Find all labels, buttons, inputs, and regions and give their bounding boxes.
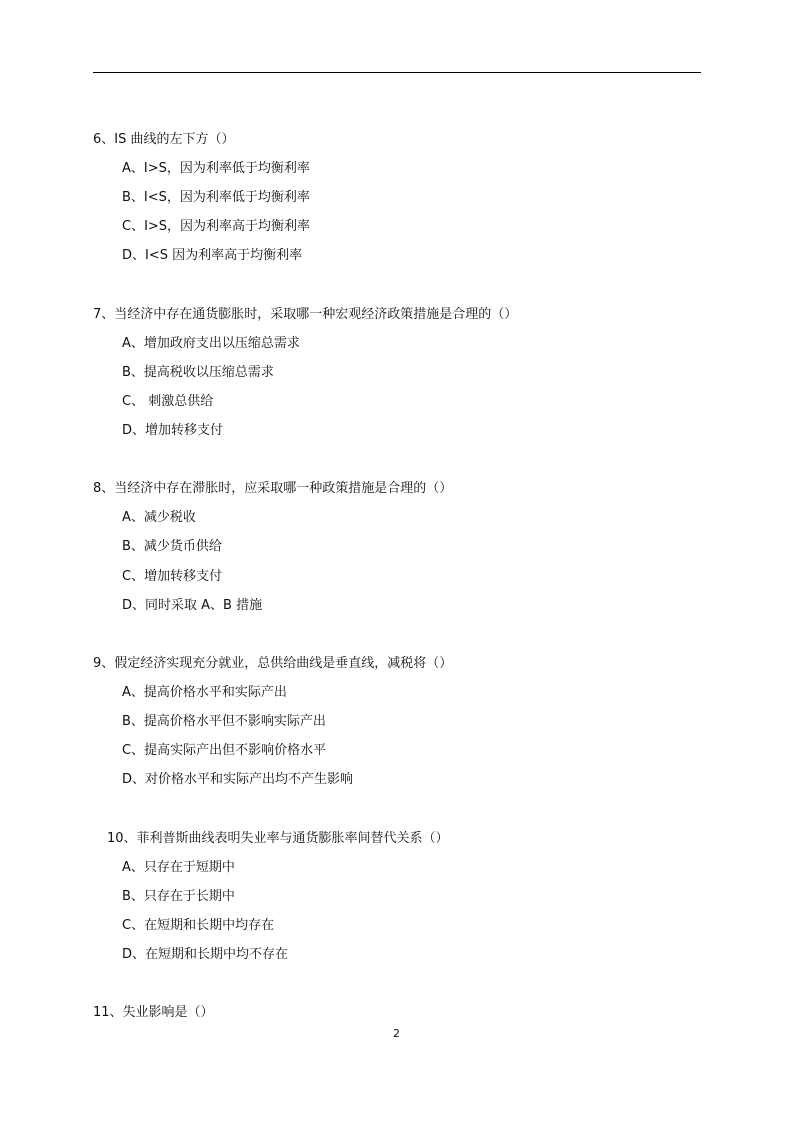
question-10-option-c: C、在短期和长期中均存在 bbox=[122, 918, 275, 933]
question-6-option-d: D、I<S 因为利率高于均衡利率 bbox=[122, 248, 303, 263]
question-6-option-b: B、I<S，因为利率低于均衡利率 bbox=[122, 190, 310, 205]
question-9-option-b: B、提高价格水平但不影响实际产出 bbox=[122, 714, 326, 729]
question-7-option-c: C、 刺激总供给 bbox=[122, 394, 214, 409]
question-9-stem: 9、假定经济实现充分就业，总供给曲线是垂直线，减税将（） bbox=[93, 656, 453, 671]
page-number: 2 bbox=[393, 1027, 400, 1040]
question-10-option-a: A、只存在于短期中 bbox=[122, 860, 235, 875]
question-10-option-b: B、只存在于长期中 bbox=[122, 889, 235, 904]
question-11-stem: 11、失业影响是（） bbox=[93, 1005, 214, 1020]
question-8-option-d: D、同时采取 A、B 措施 bbox=[122, 598, 263, 613]
question-10-option-d: D、在短期和长期中均不存在 bbox=[122, 947, 289, 962]
question-8-option-b: B、减少货币供给 bbox=[122, 539, 222, 554]
question-8-option-c: C、增加转移支付 bbox=[122, 569, 223, 584]
question-8-option-a: A、减少税收 bbox=[122, 510, 196, 525]
question-6-stem: 6、IS 曲线的左下方（） bbox=[93, 132, 235, 147]
question-6-option-a: A、I>S，因为利率低于均衡利率 bbox=[122, 161, 310, 176]
question-10-stem: 10、菲利普斯曲线表明失业率与通货膨胀率间替代关系（） bbox=[107, 831, 449, 846]
question-7-option-b: B、提高税收以压缩总需求 bbox=[122, 365, 274, 380]
question-6-option-c: C、I>S，因为利率高于均衡利率 bbox=[122, 219, 311, 234]
question-8-stem: 8、当经济中存在滞胀时，应采取哪一种政策措施是合理的（） bbox=[93, 481, 453, 496]
question-9-option-d: D、对价格水平和实际产出均不产生影响 bbox=[122, 772, 354, 787]
question-7-option-d: D、增加转移支付 bbox=[122, 423, 224, 438]
question-7-stem: 7、当经济中存在通货膨胀时，采取哪一种宏观经济政策措施是合理的（） bbox=[93, 307, 518, 322]
question-7-option-a: A、增加政府支出以压缩总需求 bbox=[122, 336, 300, 351]
question-9-option-a: A、提高价格水平和实际产出 bbox=[122, 685, 287, 700]
question-9-option-c: C、提高实际产出但不影响价格水平 bbox=[122, 743, 327, 758]
header-rule bbox=[93, 72, 701, 73]
